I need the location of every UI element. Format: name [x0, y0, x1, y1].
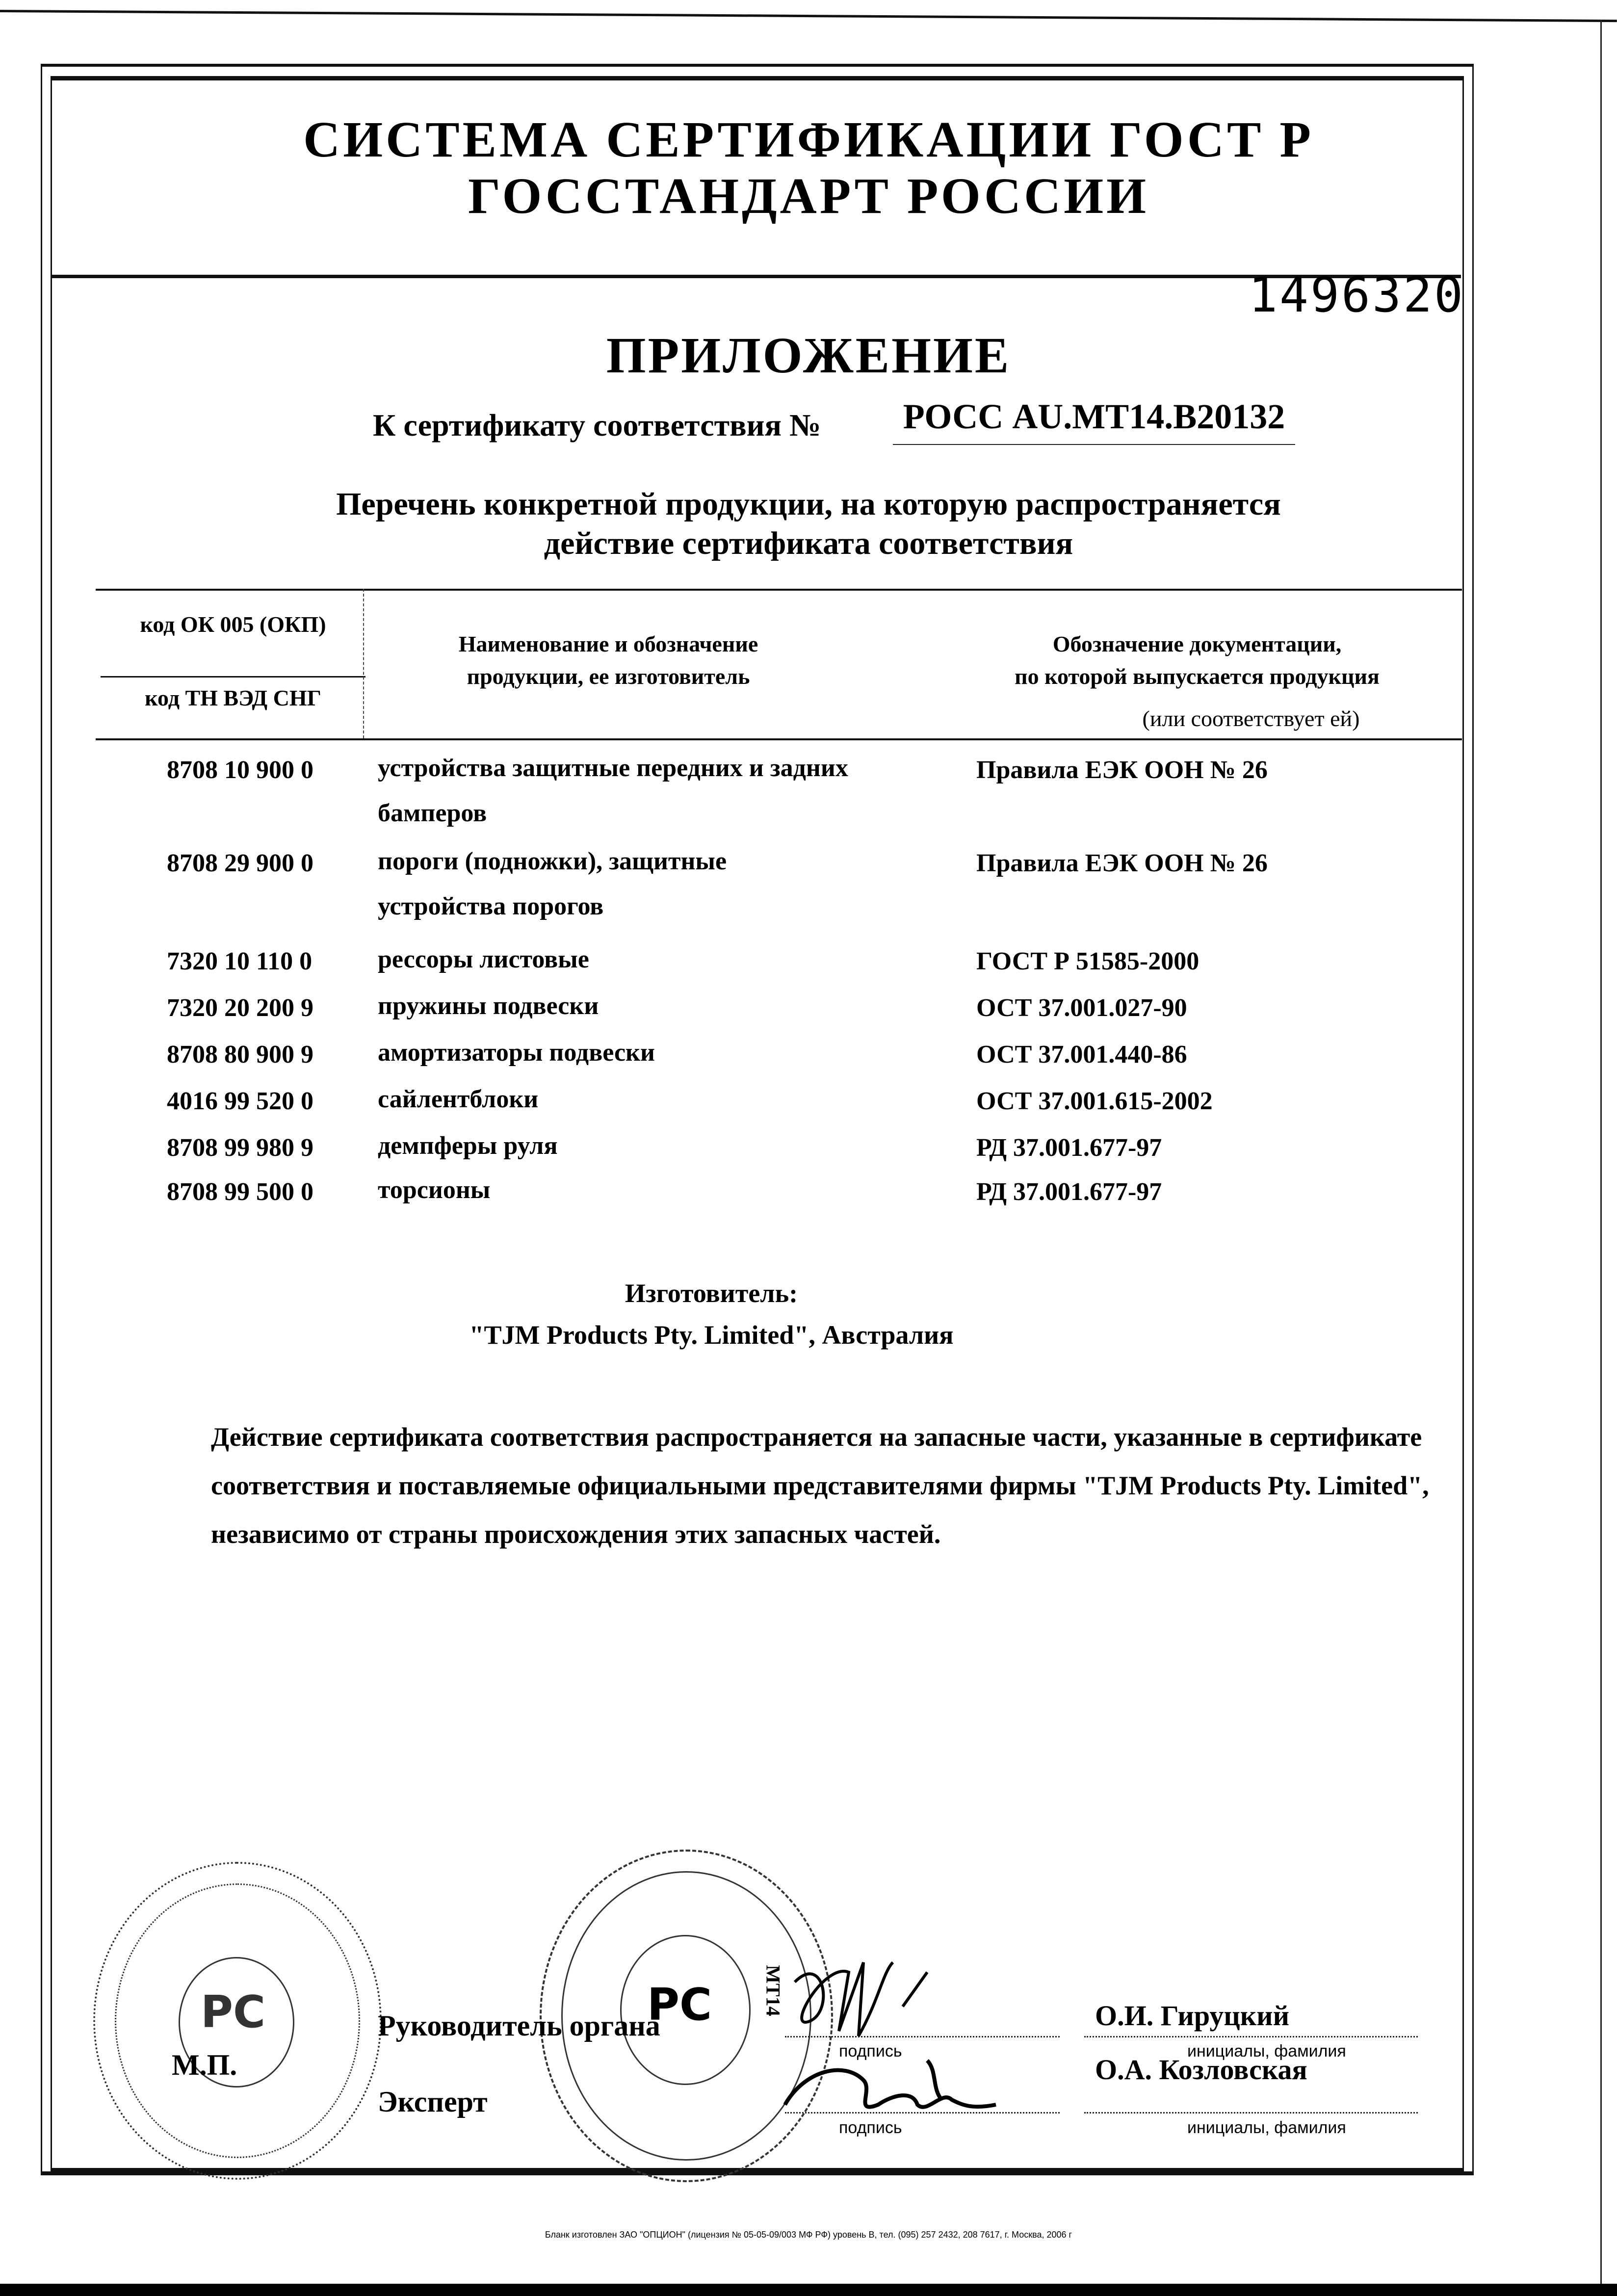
rosstest-logo-icon: PC	[647, 1979, 712, 2031]
row-doc: Правила ЕЭК ООН № 26	[976, 849, 1268, 877]
row-doc: ОСТ 37.001.440-86	[976, 1041, 1187, 1069]
row-name: торсионы	[378, 1176, 491, 1204]
certificate-label: К сертификату соответствия №	[373, 408, 821, 443]
row-code: 8708 99 980 9	[167, 1134, 313, 1162]
row-code: 8708 29 900 0	[167, 849, 313, 877]
header-documentation	[952, 628, 1442, 693]
header-documentation-line2: по которой выпускается продукция	[1015, 664, 1380, 689]
row-name: амортизаторы подвески	[378, 1039, 655, 1067]
appendix-title: ПРИЛОЖЕНИЕ	[606, 327, 1011, 384]
row-code: 8708 99 500 0	[167, 1178, 313, 1206]
code-column-divider	[101, 676, 365, 678]
validity-note: Действие сертификата соответствия распространяется на запасные части, указанные в сертификате соответствия и поставляемые официальными представителями фирмы "TJM Products Pty. Limited", независимо от страны происхождения этих запасных частей.	[211, 1422, 1429, 1549]
row-name: сайлентблоки	[378, 1085, 539, 1113]
row-code: 7320 20 200 9	[167, 994, 313, 1022]
manufacturer-name: "TJM Products Pty. Limited", Австралия	[469, 1320, 954, 1350]
certificate-number: РОСС AU.MT14.B20132	[893, 396, 1295, 445]
row-doc: ГОСТ Р 51585-2000	[976, 947, 1200, 975]
form-number: 1496320	[1249, 267, 1465, 323]
head-name: О.И. Гируцкий	[1095, 2000, 1290, 2032]
head-of-body-label: Руководитель органа	[378, 2009, 660, 2042]
header-documentation-note: (или соответствует ей)	[1142, 706, 1360, 731]
rosstest-logo-icon: PC	[201, 1986, 266, 2038]
system-title: СИСТЕМА СЕРТИФИКАЦИИ ГОСТ Р	[303, 111, 1314, 168]
row-doc: Правила ЕЭК ООН № 26	[976, 756, 1268, 784]
row-doc: ОСТ 37.001.027-90	[976, 994, 1187, 1022]
header-product-name-line1: Наименование и обозначение	[458, 631, 758, 656]
signature-head-icon	[765, 1943, 1040, 2129]
head-signature-caption: подпись	[839, 2042, 902, 2061]
row-doc: РД 37.001.677-97	[976, 1134, 1162, 1162]
row-name: устройства защитные передних и задних бамперов	[378, 754, 848, 827]
table-top-rule	[96, 589, 1462, 591]
expert-signature-caption: подпись	[839, 2118, 902, 2137]
row-code: 7320 10 110 0	[167, 947, 313, 975]
expert-name-line	[1084, 2112, 1418, 2113]
list-title-line2: действие сертификата соответствия	[544, 525, 1073, 561]
header-documentation-line1: Обозначение документации,	[1052, 631, 1342, 656]
expert-label: Эксперт	[378, 2086, 488, 2118]
row-name: пороги (подножки), защитные устройства порогов	[378, 847, 727, 920]
header-tn-ved-code: код ТН ВЭД СНГ	[145, 685, 321, 710]
printer-footnote: Бланк изготовлен ЗАО "ОПЦИОН" (лицензия № 05-05-09/003 МФ РФ) уровень В, тел. (095) 257 2432, 208 7617, г. Москва, 2006 г	[545, 2230, 1072, 2240]
row-code: 8708 80 900 9	[167, 1041, 313, 1069]
row-name: рессоры листовые	[378, 945, 589, 973]
code-column-separator	[363, 589, 364, 738]
expert-name-caption: инициалы, фамилия	[1187, 2118, 1346, 2137]
row-code: 4016 99 520 0	[167, 1087, 313, 1115]
row-code: 8708 10 900 0	[167, 756, 313, 784]
row-name: демпферы руля	[378, 1132, 558, 1160]
manufacturer-label: Изготовитель:	[625, 1278, 798, 1308]
scan-top-edge	[0, 0, 1617, 22]
seal-stamp-left	[93, 1862, 382, 2180]
head-name-line	[1084, 2036, 1418, 2037]
stamp-place-mark: М.П.	[172, 2049, 237, 2081]
seal-code: MT14	[762, 1965, 784, 2016]
row-name: пружины подвески	[378, 992, 599, 1020]
scan-bottom-edge	[0, 2284, 1617, 2296]
header-okp-code: код ОК 005 (ОКП)	[140, 612, 326, 637]
expert-name: О.А. Козловская	[1095, 2054, 1307, 2086]
list-title-line1: Перечень конкретной продукции, на которую распространяется	[336, 486, 1281, 522]
header-product-name-line2: продукции, ее изготовитель	[467, 664, 750, 689]
head-name-caption: инициалы, фамилия	[1187, 2042, 1346, 2061]
table-header-bottom-rule	[96, 738, 1462, 740]
header-product-name	[422, 628, 795, 693]
agency-title: ГОССТАНДАРТ РОССИИ	[468, 168, 1149, 224]
row-doc: РД 37.001.677-97	[976, 1178, 1162, 1206]
row-doc: ОСТ 37.001.615-2002	[976, 1087, 1213, 1115]
